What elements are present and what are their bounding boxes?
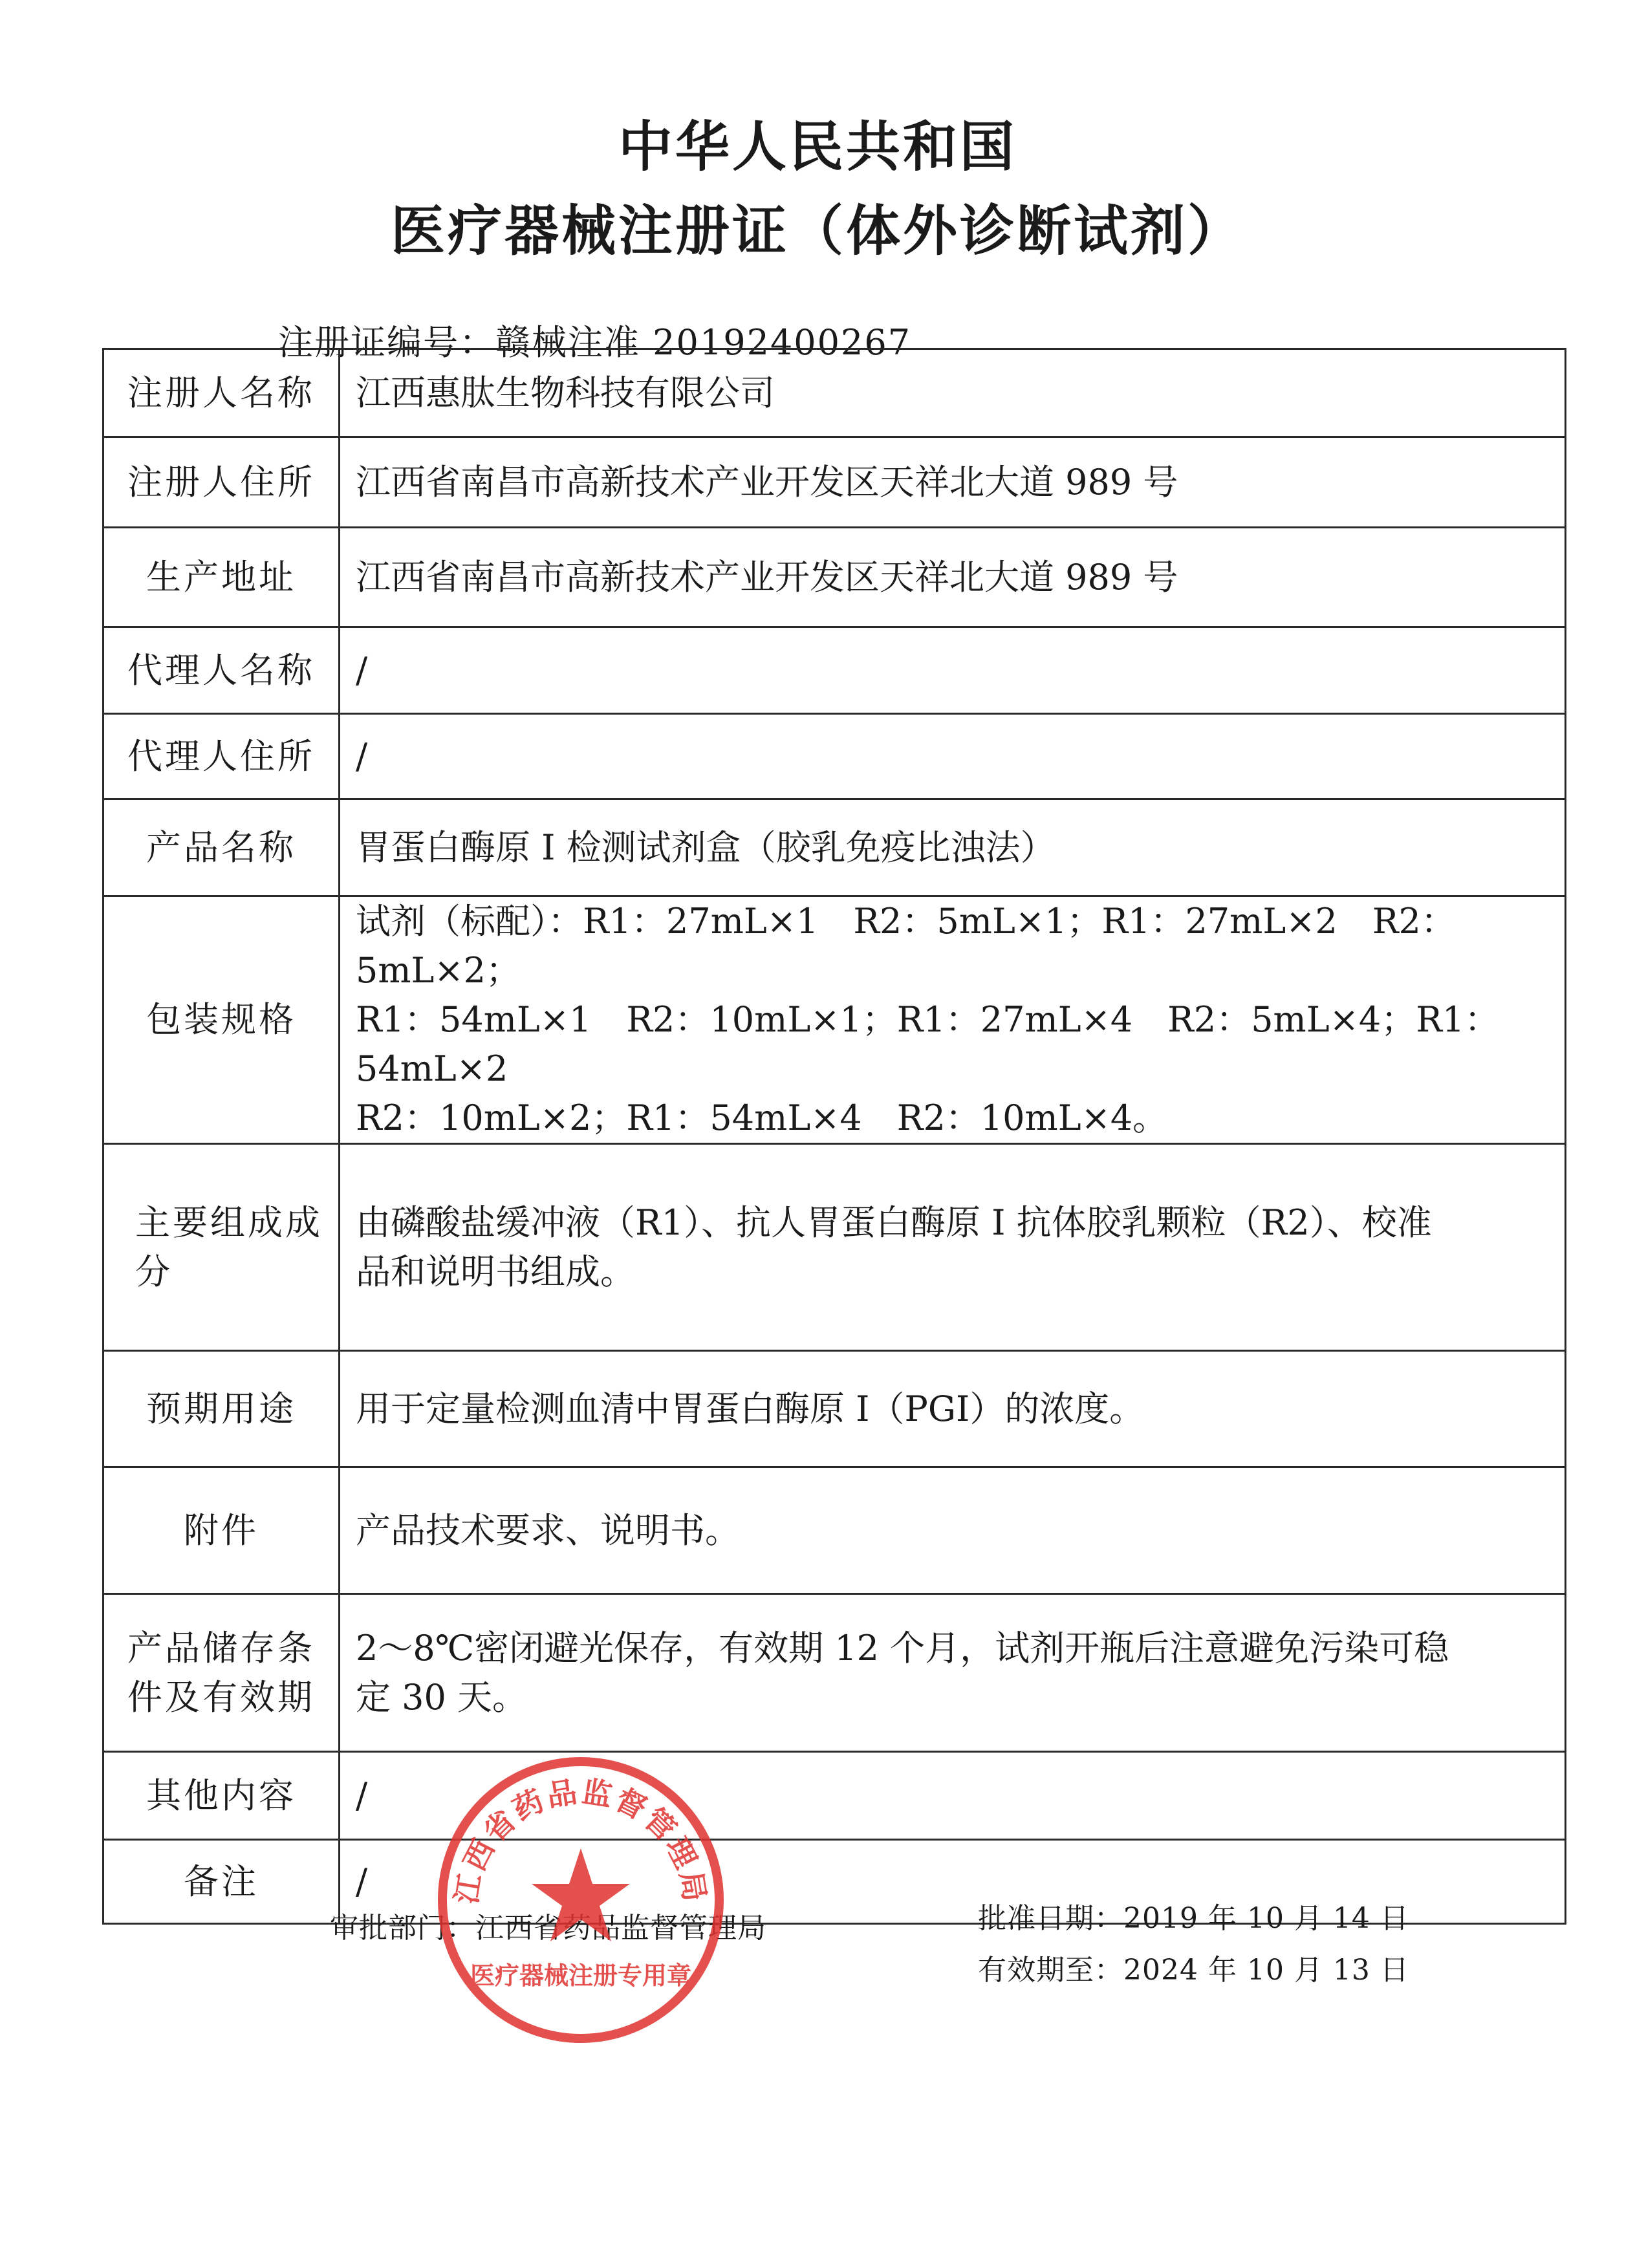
row-value: 江西省南昌市高新技术产业开发区天祥北大道 989 号 [340,437,1566,528]
official-seal [432,1751,730,2049]
row-value: / [340,627,1566,714]
table-row [103,349,1566,437]
row-value: 胃蛋白酶原 I 检测试剂盒（胶乳免疫比浊法） [340,799,1566,896]
approval-department: 审批部门：江西省药品监督管理局 [330,1912,766,1945]
row-value: 江西省南昌市高新技术产业开发区天祥北大道 989 号 [340,528,1566,627]
table-row [103,1467,1566,1594]
svg-text:医疗器械注册专用章: 医疗器械注册专用章 [470,1961,692,1990]
row-value: 2～8℃密闭避光保存，有效期 12 个月，试剂开瓶后注意避免污染可稳 定 30 天。 [340,1594,1566,1752]
approval-date: 批准日期：2019 年 10 月 14 日 [978,1902,1409,1935]
valid-until-date: 有效期至：2024 年 10 月 13 日 [978,1954,1409,1987]
registration-number: 注册证编号：赣械注准 20192400267 [278,322,912,363]
row-label: 代理人名称 [103,627,340,714]
row-value: 产品技术要求、说明书。 [340,1467,1566,1594]
table-row [103,896,1566,1144]
svg-text:江西省药品监督管理局: 江西省药品监督管理局 [448,1773,713,1906]
table-row [103,714,1566,799]
row-label: 其他内容 [103,1752,340,1840]
table-row [103,1594,1566,1752]
row-value: 试剂（标配）：R1：27mL×1 R2：5mL×1；R1：27mL×2 R2：5mL×2； R1：54mL×1 R2：10mL×1；R1：27mL×4 R2：5mL×4；R1：54mL×2 R2：10mL×2；R1：54mL×4 R2：10mL×4。 [340,896,1566,1144]
doc-title-country: 中华人民共和国 [618,115,1017,178]
row-label: 生产地址 [103,528,340,627]
row-label: 产品名称 [103,799,340,896]
row-label: 预期用途 [103,1351,340,1467]
row-value: 由磷酸盐缓冲液（R1）、抗人胃蛋白酶原 I 抗体胶乳颗粒（R2）、校准 品和说明书组成。 [340,1144,1566,1351]
row-value: / [340,1840,1566,1924]
row-label: 主要组成成分 [103,1144,340,1351]
table-row [103,528,1566,627]
row-value: / [340,1752,1566,1840]
row-label: 包装规格 [103,896,340,1144]
row-value: 江西惠肽生物科技有限公司 [340,349,1566,437]
table-row [103,1752,1566,1840]
table-row [103,627,1566,714]
row-label: 备注 [103,1840,340,1924]
row-value: / [340,714,1566,799]
row-value: 用于定量检测血清中胃蛋白酶原 I（PGI）的浓度。 [340,1351,1566,1467]
table-row [103,437,1566,528]
table-row [103,1144,1566,1351]
row-label: 附件 [103,1467,340,1594]
table-row [103,1351,1566,1467]
seal-star-icon [532,1848,630,1941]
table-row [103,799,1566,896]
row-label: 产品储存条件及有效期 [103,1594,340,1752]
certificate-table [102,348,1566,1925]
row-label: 注册人名称 [103,349,340,437]
row-label: 注册人住所 [103,437,340,528]
row-label: 代理人住所 [103,714,340,799]
doc-title-cert: 医疗器械注册证（体外诊断试剂） [390,199,1244,263]
